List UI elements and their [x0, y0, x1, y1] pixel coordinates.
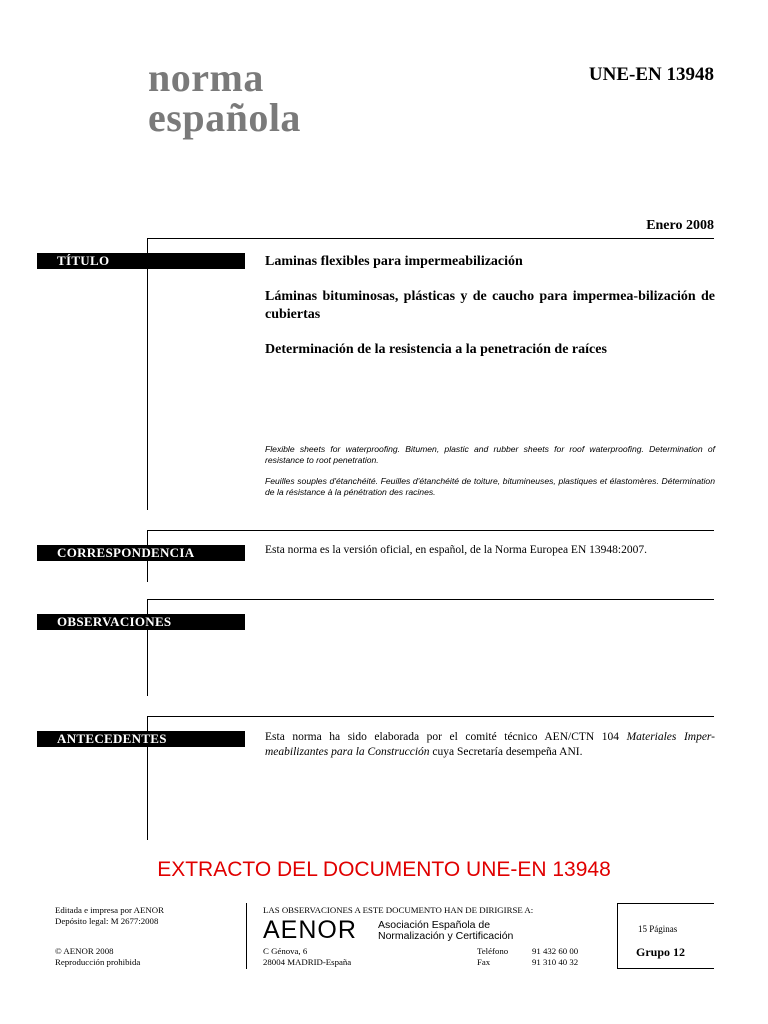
brand-line-2: española	[148, 95, 301, 140]
antecedentes-text-pre: Esta norma ha sido elaborada por el comité técnico AEN/CTN 104	[265, 731, 627, 743]
footer-box-bottom	[617, 968, 714, 969]
page-count: 15 Páginas	[638, 924, 678, 934]
price-group: Grupo 12	[636, 945, 686, 959]
extract-notice: EXTRACTO DEL DOCUMENTO UNE-EN 13948	[157, 858, 611, 881]
footer-box-top	[617, 903, 714, 904]
label-correspondencia: CORRESPONDENCIA	[37, 545, 245, 561]
title-secondary: Láminas bituminosas, plásticas y de caucho para impermea-bilización de cubiertas	[265, 289, 715, 322]
antecedentes-text-post: cuya Secretaría desempeña ANI.	[429, 746, 583, 758]
antecedentes-committee-name: Materiales Imper-meabilizantes para la Construcción	[265, 731, 716, 758]
label-antecedentes: ANTECEDENTES	[37, 731, 245, 747]
divider-titulo	[147, 238, 714, 239]
aenor-logo: AENOR	[263, 916, 357, 944]
footer-reproduction: Reproducción prohibida	[55, 957, 141, 967]
title-french: Feuilles souples d'étanchéité. Feuilles d'étanchéité de toiture, bitumineuses, plastiques et élastomères. Détermination de la résistance à la pénétration des racines.	[265, 476, 715, 497]
brand-line-1: norma	[148, 55, 264, 100]
divider-correspondencia	[147, 530, 714, 531]
footer-edition	[55, 905, 164, 927]
phone-label: Teléfono	[477, 946, 509, 956]
footer-copyright-block	[55, 946, 140, 968]
org-line-2: Normalización y Certificación	[378, 930, 514, 942]
correspondencia-text: Esta norma es la versión oficial, en español, de la Norma Europea EN 13948:2007.	[265, 544, 647, 556]
vline-titulo	[147, 238, 148, 510]
footer-address	[263, 946, 351, 968]
standard-code: UNE-EN 13948	[588, 64, 714, 85]
footer-contact-values	[532, 946, 578, 968]
divider-observaciones	[147, 599, 714, 600]
antecedentes-text	[265, 730, 715, 760]
label-observaciones: OBSERVACIONES	[37, 614, 245, 630]
fax-number: 91 310 40 32	[532, 957, 579, 967]
footer-divider-left	[246, 903, 247, 969]
footer-divider-right	[617, 903, 618, 969]
org-line-1: Asociación Española de	[378, 919, 491, 931]
address-line-1: C Génova, 6	[263, 946, 308, 956]
label-titulo: TÍTULO	[37, 253, 245, 269]
title-block	[265, 253, 715, 376]
footer-legal-deposit: Depósito legal: M 2677:2008	[55, 916, 159, 926]
translations	[265, 444, 715, 508]
aenor-organization	[378, 920, 513, 942]
title-tertiary: Determinación de la resistencia a la penetración de raíces	[265, 342, 607, 357]
phone-number: 91 432 60 00	[532, 946, 579, 956]
footer-copyright: © AENOR 2008	[55, 946, 114, 956]
footer-edited: Editada e impresa por AENOR	[55, 905, 164, 915]
brand-title	[148, 55, 301, 140]
publication-date: Enero 2008	[646, 218, 714, 233]
divider-antecedentes	[147, 716, 714, 717]
title-english: Flexible sheets for waterproofing. Bitumen, plastic and rubber sheets for roof waterproofing. Determination of resistance to root penetration.	[265, 444, 715, 465]
footer-contact-labels	[477, 946, 508, 968]
footer-observations-notice: LAS OBSERVACIONES A ESTE DOCUMENTO HAN DE DIRIGIRSE A:	[263, 905, 534, 915]
fax-label: Fax	[477, 957, 491, 967]
address-line-2: 28004 MADRID-España	[263, 957, 352, 967]
title-main: Laminas flexibles para impermeabilización	[265, 254, 523, 269]
